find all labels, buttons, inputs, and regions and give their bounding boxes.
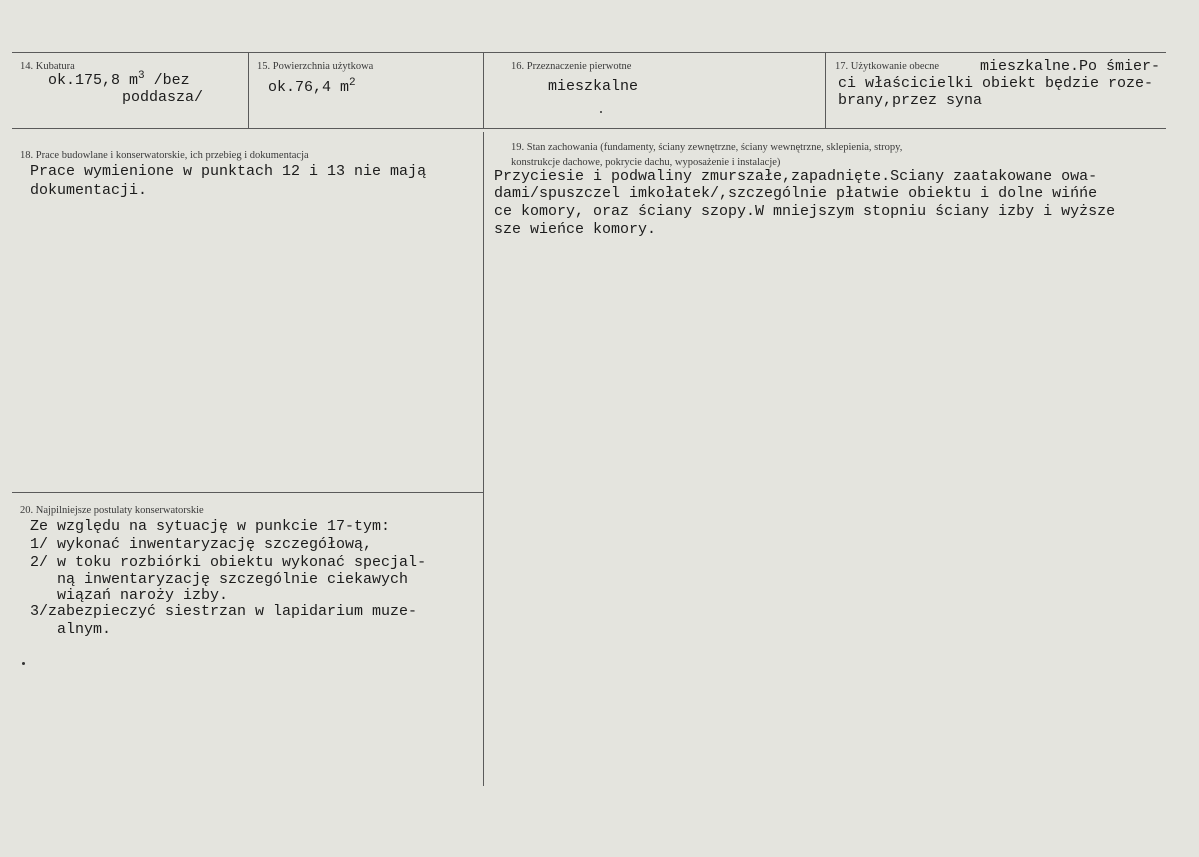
section-15-value: ok.76,4 $m^2$ bbox=[268, 77, 356, 96]
section-18-line1: Prace wymienione w punktach 12 i 13 nie mają bbox=[30, 163, 427, 180]
margin-dot bbox=[22, 662, 25, 665]
section-16-label: 16. Przeznaczenie pierwotne bbox=[511, 61, 632, 72]
section-17-value-line2: ci właścicielki obiekt będzie roze- bbox=[838, 75, 1154, 92]
section-20-line6: 3/zabezpieczyć siestrzan w lapidarium muze- bbox=[30, 603, 418, 620]
section-18-line2: dokumentacji. bbox=[30, 182, 148, 199]
section-20-line3: 2/ w toku rozbiórki obiektu wykonać specjal- bbox=[30, 554, 427, 571]
section-18-label: 18. Prace budowlane i konserwatorskie, ich przebieg i dokumentacja bbox=[20, 150, 309, 161]
section-20-line5: wiązań naroży izby. bbox=[30, 587, 229, 604]
section-19-label-line1: 19. Stan zachowania (fundamenty, ściany zewnętrzne, ściany wewnętrzne, sklepienia, stropy, bbox=[511, 142, 903, 153]
section-20-line4: ną inwentaryzację szczególnie ciekawych bbox=[30, 571, 409, 588]
section-19-line1: Przyciesie i podwaliny zmurszałe,zapadnięte.Sciany zaatakowane owa- bbox=[494, 168, 1098, 185]
row1-bottom-rule bbox=[12, 128, 1166, 129]
divider-14-15 bbox=[248, 52, 249, 128]
section-20-line2: 1/ wykonać inwentaryzację szczegółową, bbox=[30, 536, 373, 553]
section-16-value: mieszkalne bbox=[548, 78, 639, 95]
section-14-value-line1: ok.175,8 $m^3$ /bez bbox=[48, 70, 190, 89]
section-20-line1: Ze względu na sytuację w punkcie 17-tym: bbox=[30, 518, 391, 535]
section-19-label-line2: konstrukcje dachowe, pokrycie dachu, wyposażenie i instalacje) bbox=[511, 157, 781, 168]
divider-15-16 bbox=[483, 52, 484, 128]
section-14-value-line2: poddasza/ bbox=[122, 89, 204, 106]
section-18-bottom-rule bbox=[12, 492, 484, 493]
section-20-label: 20. Najpilniejsze postulaty konserwatorskie bbox=[20, 505, 204, 516]
margin-dot bbox=[600, 111, 602, 113]
section-20-line7: alnym. bbox=[30, 621, 112, 638]
section-14-label: 14. Kubatura bbox=[20, 61, 75, 72]
section-15-label: 15. Powierzchnia użytkowa bbox=[257, 61, 374, 72]
section-17-value-line3: brany,przez syna bbox=[838, 92, 983, 109]
section-19-line4: sze wieńce komory. bbox=[494, 221, 657, 238]
section-19-line3: ce komory, oraz ściany szopy.W mniejszym stopniu ściany izby i wyższe bbox=[494, 203, 1116, 220]
divider-16-17 bbox=[825, 52, 826, 128]
top-rule bbox=[12, 52, 1166, 53]
section-17-value-line1: mieszkalne.Po śmier- bbox=[980, 58, 1161, 75]
section-17-label: 17. Użytkowanie obecne bbox=[835, 61, 940, 72]
main-vertical-divider bbox=[483, 132, 484, 786]
section-19-line2: dami/spuszczel imkołatek/,szczególnie płatwie obiektu i dolne wińńe bbox=[494, 185, 1098, 202]
